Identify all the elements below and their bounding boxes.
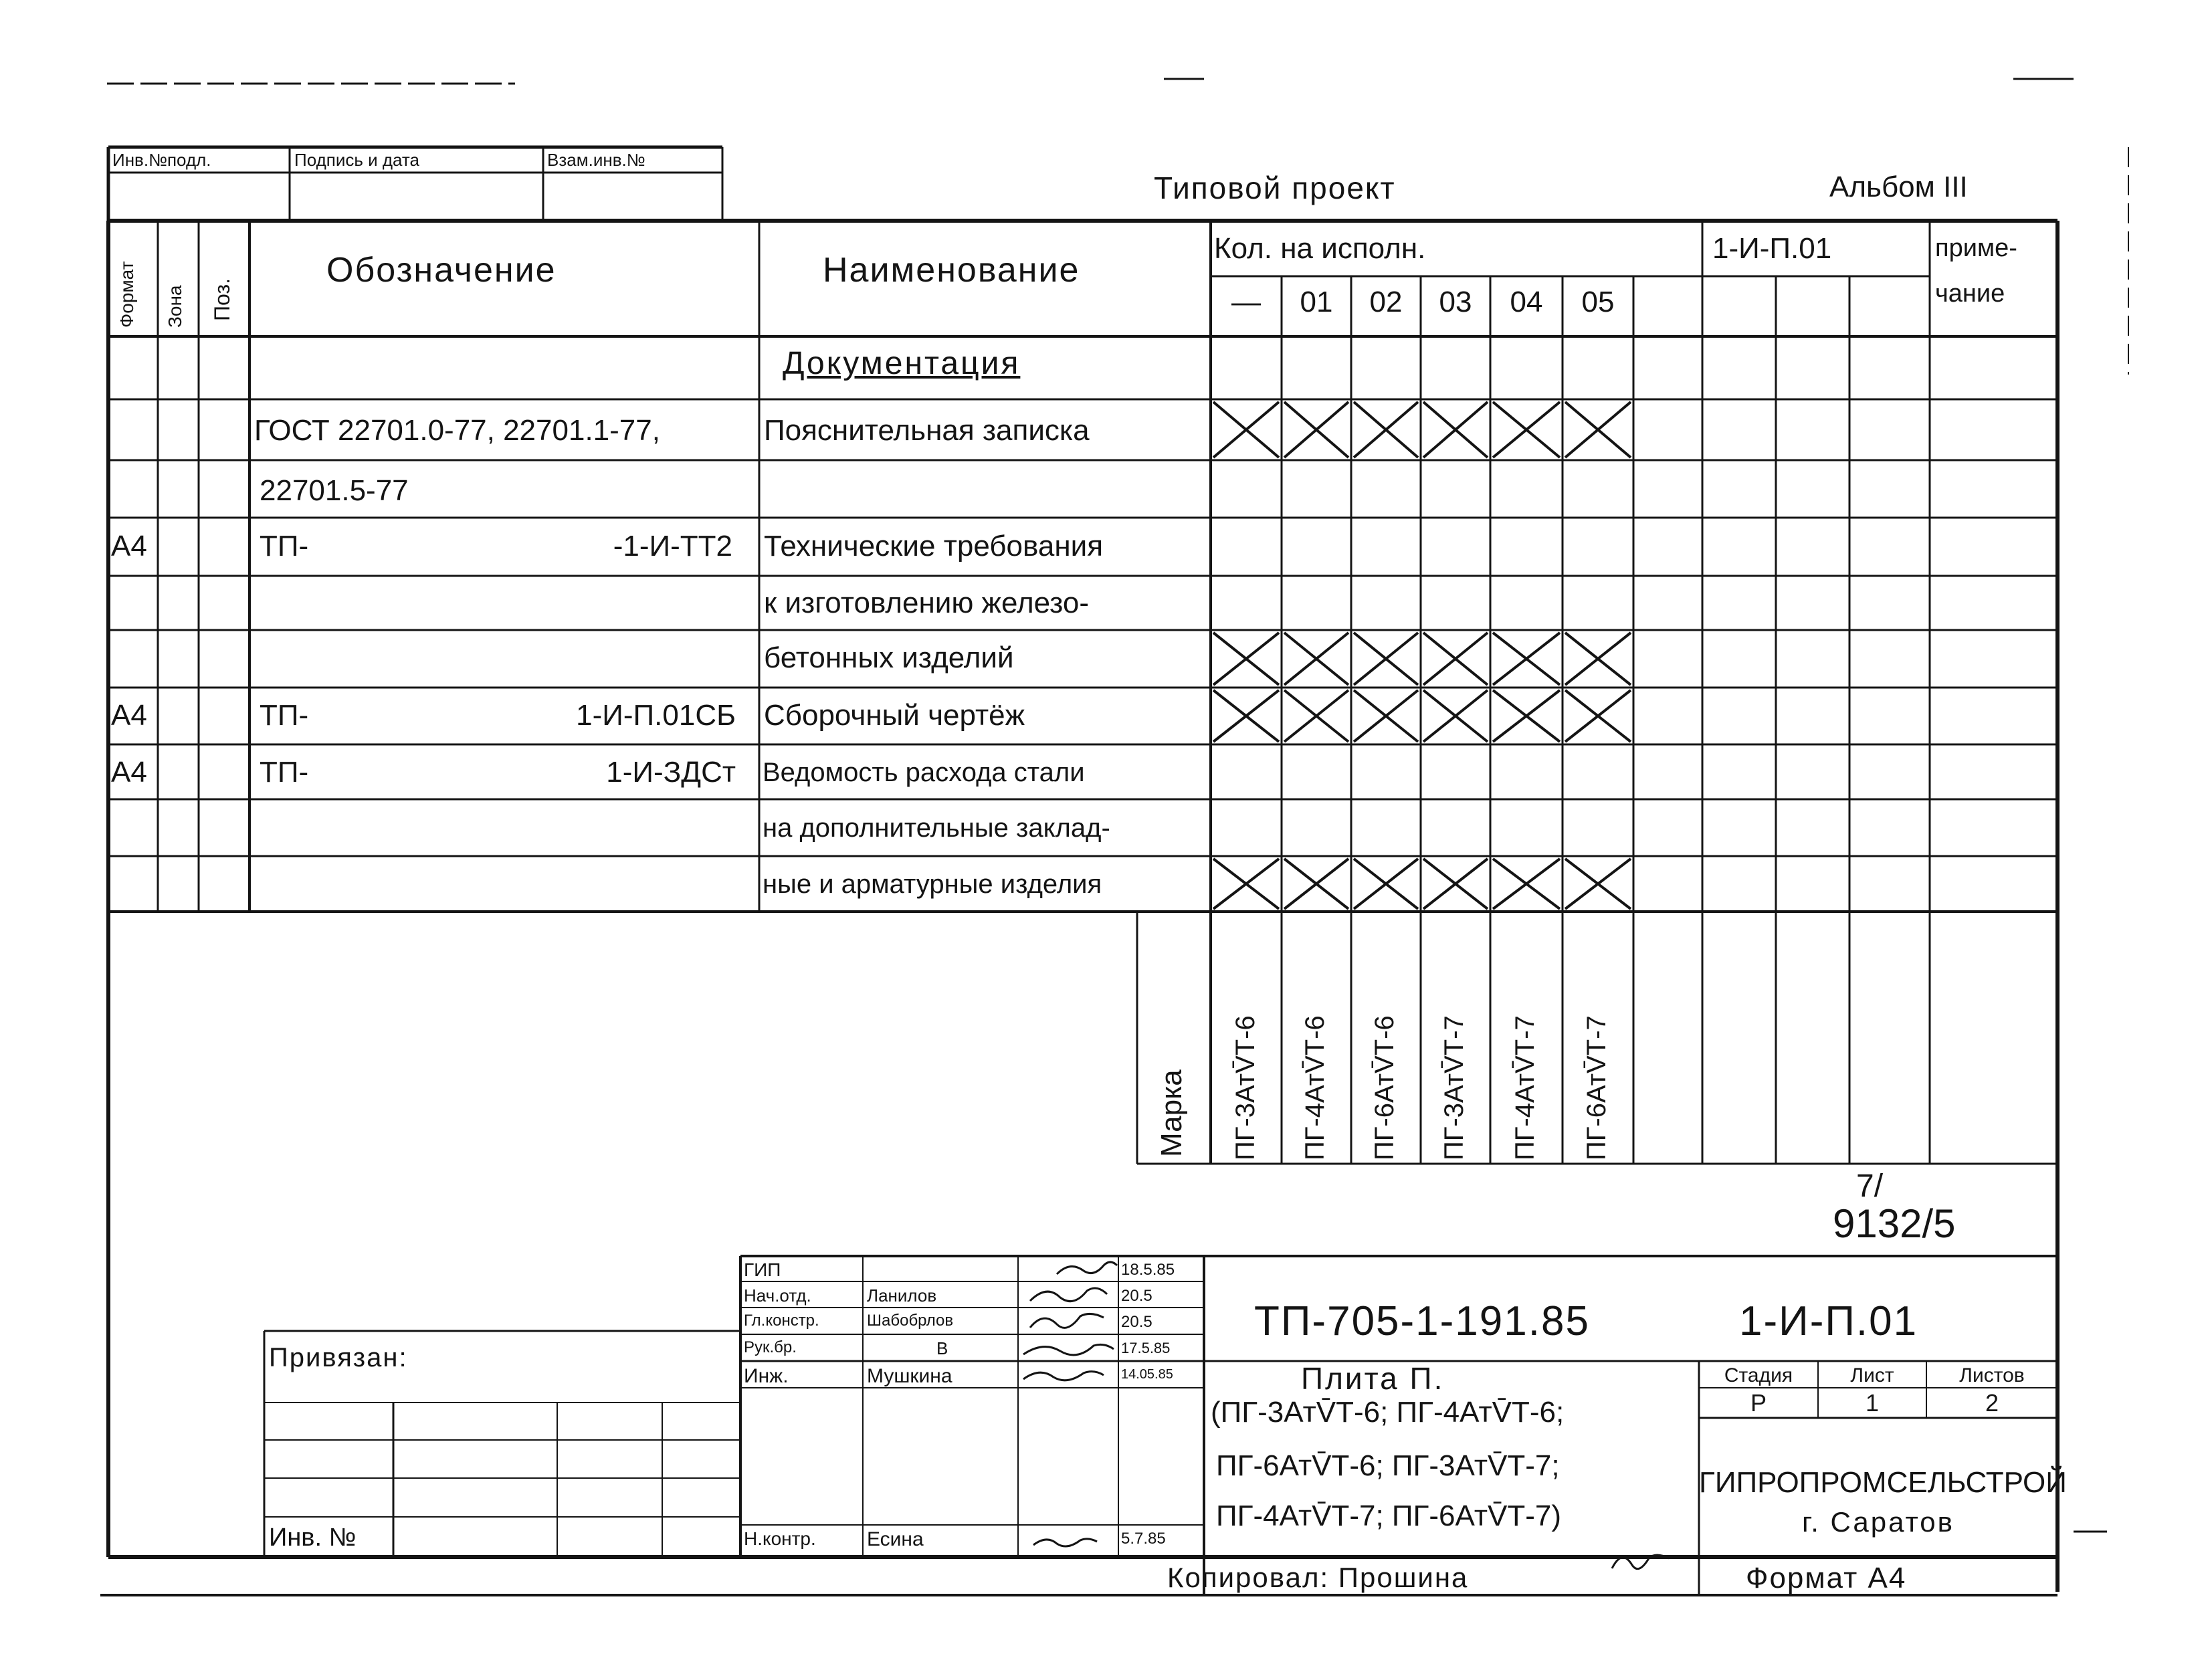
section-title: Документация xyxy=(783,346,1021,381)
row-code: 1-И-П.01СБ xyxy=(576,699,736,732)
col-doc-code: 1-И-П.01 xyxy=(1712,232,1832,265)
row-format: А4 xyxy=(111,756,147,789)
list-label: Лист xyxy=(1850,1364,1894,1386)
page-title: Типовой проект xyxy=(1154,171,1396,205)
role-date: 14.05.85 xyxy=(1121,1367,1173,1382)
col-poz: Поз. xyxy=(210,278,234,321)
role-name: Ланилов xyxy=(867,1285,937,1306)
row-name: Технические требования xyxy=(764,530,1104,562)
role-name: В xyxy=(936,1338,948,1358)
role-label: Рук.бр. xyxy=(744,1338,797,1356)
role-date: 5.7.85 xyxy=(1121,1530,1166,1548)
privyazan-label: Привязан: xyxy=(269,1343,408,1372)
row-name: ные и арматурные изделия xyxy=(763,869,1102,899)
format-label: Формат А4 xyxy=(1746,1562,1907,1594)
role-label: ГИП xyxy=(744,1259,781,1280)
row-designation: ТП- xyxy=(260,530,309,562)
variant-label: — xyxy=(1231,286,1261,318)
col-designation: Обозначение xyxy=(326,251,557,290)
vzam-inv-label: Взам.инв.№ xyxy=(547,150,645,170)
role-label: Нач.отд. xyxy=(744,1285,811,1306)
role-label: Гл.констр. xyxy=(744,1312,819,1330)
podpis-data-label: Подпись и дата xyxy=(294,150,420,170)
doc-code: 1-И-П.01 xyxy=(1739,1298,1918,1344)
role-date: 17.5.85 xyxy=(1121,1340,1171,1356)
row-designation: ТП- xyxy=(260,756,309,789)
mark-label: ПГ-4АтV̄Т-6 xyxy=(1300,1015,1330,1160)
col-zona: Зона xyxy=(165,285,185,328)
inv-no-label: Инв. № xyxy=(269,1524,357,1552)
mark-label: ПГ-4АтV̄Т-7 xyxy=(1510,1015,1540,1160)
row-format: А4 xyxy=(111,699,147,732)
inv-podl-label: Инв.№подл. xyxy=(112,150,211,170)
mark-label: ПГ-3АтV̄Т-6 xyxy=(1231,1015,1260,1160)
row-name: Сборочный чертёж xyxy=(764,699,1025,732)
listov-label: Листов xyxy=(1959,1364,2025,1386)
copied-by: Копировал: Прошина xyxy=(1167,1562,1469,1593)
mark-label: ПГ-3АтV̄Т-7 xyxy=(1439,1015,1469,1160)
variant-label: 01 xyxy=(1300,286,1333,318)
mark-label: ПГ-6АтV̄Т-7 xyxy=(1582,1015,1611,1160)
org-name: ГИПРОПРОМСЕЛЬСТРОЙ xyxy=(1699,1466,2067,1499)
col-note-1: приме- xyxy=(1935,234,2017,262)
variant-label: 05 xyxy=(1581,286,1615,318)
col-name: Наименование xyxy=(823,251,1080,290)
stadiya-label: Стадия xyxy=(1724,1364,1793,1386)
variant-label: 04 xyxy=(1510,286,1543,318)
row-name: к изготовлению железо- xyxy=(764,587,1089,619)
row-name: Ведомость расхода стали xyxy=(763,758,1085,787)
col-format: Формат xyxy=(116,261,137,328)
mark-label: ПГ-6АтV̄Т-6 xyxy=(1370,1015,1399,1160)
product-desc-line: (ПГ-3АтV̄Т-6; ПГ-4АтV̄Т-6; xyxy=(1211,1396,1565,1429)
sheet-number-top: 7/ xyxy=(1856,1168,1884,1204)
org-city: г. Саратов xyxy=(1802,1506,1954,1538)
role-date: 20.5 xyxy=(1121,1313,1152,1331)
sheet-number: 9132/5 xyxy=(1833,1201,1956,1246)
stadiya-value: Р xyxy=(1750,1389,1767,1417)
product-desc-line: ПГ-4АтV̄Т-7; ПГ-6АтV̄Т-7) xyxy=(1216,1499,1562,1532)
role-date: 20.5 xyxy=(1121,1287,1152,1305)
role-name: Мушкина xyxy=(867,1365,952,1387)
row-designation: 22701.5-77 xyxy=(260,474,409,507)
role-date: 18.5.85 xyxy=(1121,1261,1175,1279)
product-desc-line: ПГ-6АтV̄Т-6; ПГ-3АтV̄Т-7; xyxy=(1216,1449,1560,1482)
variant-label: 02 xyxy=(1369,286,1403,318)
listov-value: 2 xyxy=(1985,1389,1999,1417)
role-label: Инж. xyxy=(744,1365,789,1387)
role-name: Шабобрлов xyxy=(867,1312,954,1330)
project-code: ТП-705-1-191.85 xyxy=(1254,1298,1590,1344)
product-title: Плита П. xyxy=(1301,1361,1445,1396)
role-label: Н.контр. xyxy=(744,1528,816,1549)
row-format: А4 xyxy=(111,530,147,562)
row-name: бетонных изделий xyxy=(764,641,1014,674)
album-label: Альбом III xyxy=(1829,171,1968,203)
marka-label: Марка xyxy=(1155,1069,1188,1157)
row-name: Пояснительная записка xyxy=(764,414,1090,447)
row-designation: ТП- xyxy=(260,699,309,732)
col-qty: Кол. на исполн. xyxy=(1214,232,1426,265)
row-code: -1-И-ТТ2 xyxy=(613,530,732,562)
row-name: на дополнительные заклад- xyxy=(763,813,1110,843)
variant-label: 03 xyxy=(1439,286,1472,318)
row-code: 1-И-ЗДСт xyxy=(606,756,736,789)
col-note-2: чание xyxy=(1935,280,2005,308)
role-name: Есина xyxy=(867,1528,924,1550)
row-designation: ГОСТ 22701.0-77, 22701.1-77, xyxy=(254,414,660,447)
list-value: 1 xyxy=(1865,1389,1880,1417)
